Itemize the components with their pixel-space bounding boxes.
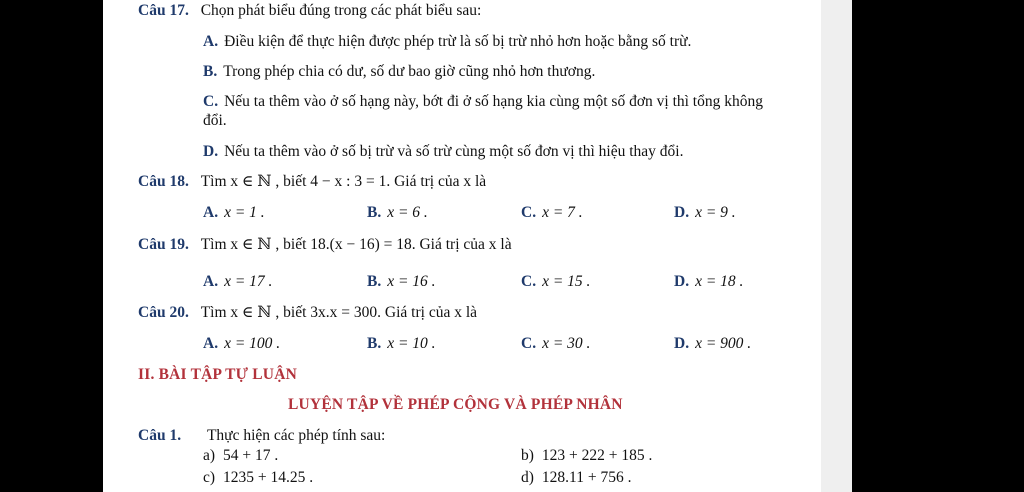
option-text: Điều kiện để thực hiện được phép trừ là số bị trừ nhỏ hơn hoặc bằng số trừ.	[224, 33, 692, 50]
option-text: x = 1 .	[224, 204, 265, 221]
option-letter: A.	[203, 273, 219, 290]
question-label: Câu 19.	[138, 236, 189, 253]
q18-option-b	[367, 204, 428, 222]
exercise-item-c	[203, 469, 313, 487]
option-text: x = 30 .	[542, 335, 591, 352]
option-text: x = 7 .	[542, 204, 583, 221]
question-text: Tìm x ∈ ℕ , biết 3x.x = 300. Giá trị của x là	[200, 304, 478, 321]
q20-option-a	[203, 335, 280, 353]
q18-option-c	[521, 204, 583, 222]
option-letter: A.	[203, 33, 219, 50]
option-letter: A.	[203, 204, 219, 221]
option-text: Trong phép chia có dư, số dư bao giờ cũng nhỏ hơn thương.	[223, 63, 596, 80]
q20-option-b	[367, 335, 436, 353]
exercise-1	[138, 427, 385, 445]
question-20	[138, 304, 477, 322]
item-letter: b)	[521, 447, 534, 464]
q19-option-a	[203, 273, 272, 291]
option-letter: B.	[367, 273, 382, 290]
section-heading: II. BÀI TẬP TỰ LUẬN	[138, 366, 297, 383]
exercise-item-d	[521, 469, 631, 487]
question-19	[138, 236, 512, 254]
option-text: x = 900 .	[695, 335, 752, 352]
q19-option-d	[674, 273, 743, 291]
q19-option-b	[367, 273, 436, 291]
question-text: Tìm x ∈ ℕ , biết 18.(x − 16) = 18. Giá trị của x là	[200, 236, 512, 253]
option-text: x = 15 .	[542, 273, 591, 290]
question-label: Câu 20.	[138, 304, 189, 321]
question-text: Thực hiện các phép tính sau:	[206, 427, 386, 444]
question-label: Câu 18.	[138, 173, 189, 190]
item-text: 123 + 222 + 185 .	[541, 447, 653, 464]
question-18	[138, 173, 486, 191]
q17-option-c	[203, 93, 763, 111]
question-label: Câu 1.	[138, 427, 182, 444]
q18-option-d	[674, 204, 736, 222]
q20-option-c	[521, 335, 590, 353]
option-text: x = 18 .	[695, 273, 744, 290]
option-text: Nếu ta thêm vào ở số hạng này, bớt đi ở số hạng kia cùng một số đơn vị thì tổng không	[224, 93, 763, 110]
option-letter: C.	[521, 273, 537, 290]
item-text: 54 + 17 .	[223, 447, 279, 464]
q17-option-b	[203, 63, 595, 81]
q18-option-a	[203, 204, 265, 222]
question-text: Chọn phát biểu đúng trong các phát biểu sau:	[200, 2, 482, 19]
item-text: 1235 + 14.25 .	[223, 469, 314, 486]
option-text: Nếu ta thêm vào ở số bị trừ và số trừ cùng một số đơn vị thì hiệu thay đổi.	[224, 143, 684, 160]
option-text: x = 100 .	[224, 335, 281, 352]
option-letter: D.	[674, 204, 690, 221]
question-label: Câu 17.	[138, 2, 189, 19]
q20-option-d	[674, 335, 751, 353]
q17-option-a	[203, 33, 691, 51]
option-letter: B.	[203, 63, 218, 80]
option-letter: C.	[521, 335, 537, 352]
option-letter: A.	[203, 335, 219, 352]
item-letter: c)	[203, 469, 216, 486]
option-text: x = 9 .	[695, 204, 736, 221]
scroll-gutter	[821, 0, 852, 492]
q17-option-c-continued: đổi.	[203, 112, 227, 129]
option-letter: D.	[674, 273, 690, 290]
option-text: x = 10 .	[387, 335, 436, 352]
item-letter: a)	[203, 447, 216, 464]
q19-option-c	[521, 273, 590, 291]
question-text: Tìm x ∈ ℕ , biết 4 − x : 3 = 1. Giá trị của x là	[200, 173, 487, 190]
q17-option-d	[203, 143, 683, 161]
option-letter: B.	[367, 335, 382, 352]
item-text: 128.11 + 756 .	[541, 469, 632, 486]
option-letter: C.	[521, 204, 537, 221]
option-letter: C.	[203, 93, 219, 110]
exercise-item-b	[521, 447, 652, 465]
option-text: x = 16 .	[387, 273, 436, 290]
item-letter: d)	[521, 469, 534, 486]
option-text: x = 17 .	[224, 273, 273, 290]
option-letter: B.	[367, 204, 382, 221]
option-letter: D.	[203, 143, 219, 160]
exercise-item-a	[203, 447, 278, 465]
question-17	[138, 2, 481, 20]
subsection-heading: LUYỆN TẬP VỀ PHÉP CỘNG VÀ PHÉP NHÂN	[288, 396, 623, 413]
option-letter: D.	[674, 335, 690, 352]
option-text: x = 6 .	[387, 204, 428, 221]
